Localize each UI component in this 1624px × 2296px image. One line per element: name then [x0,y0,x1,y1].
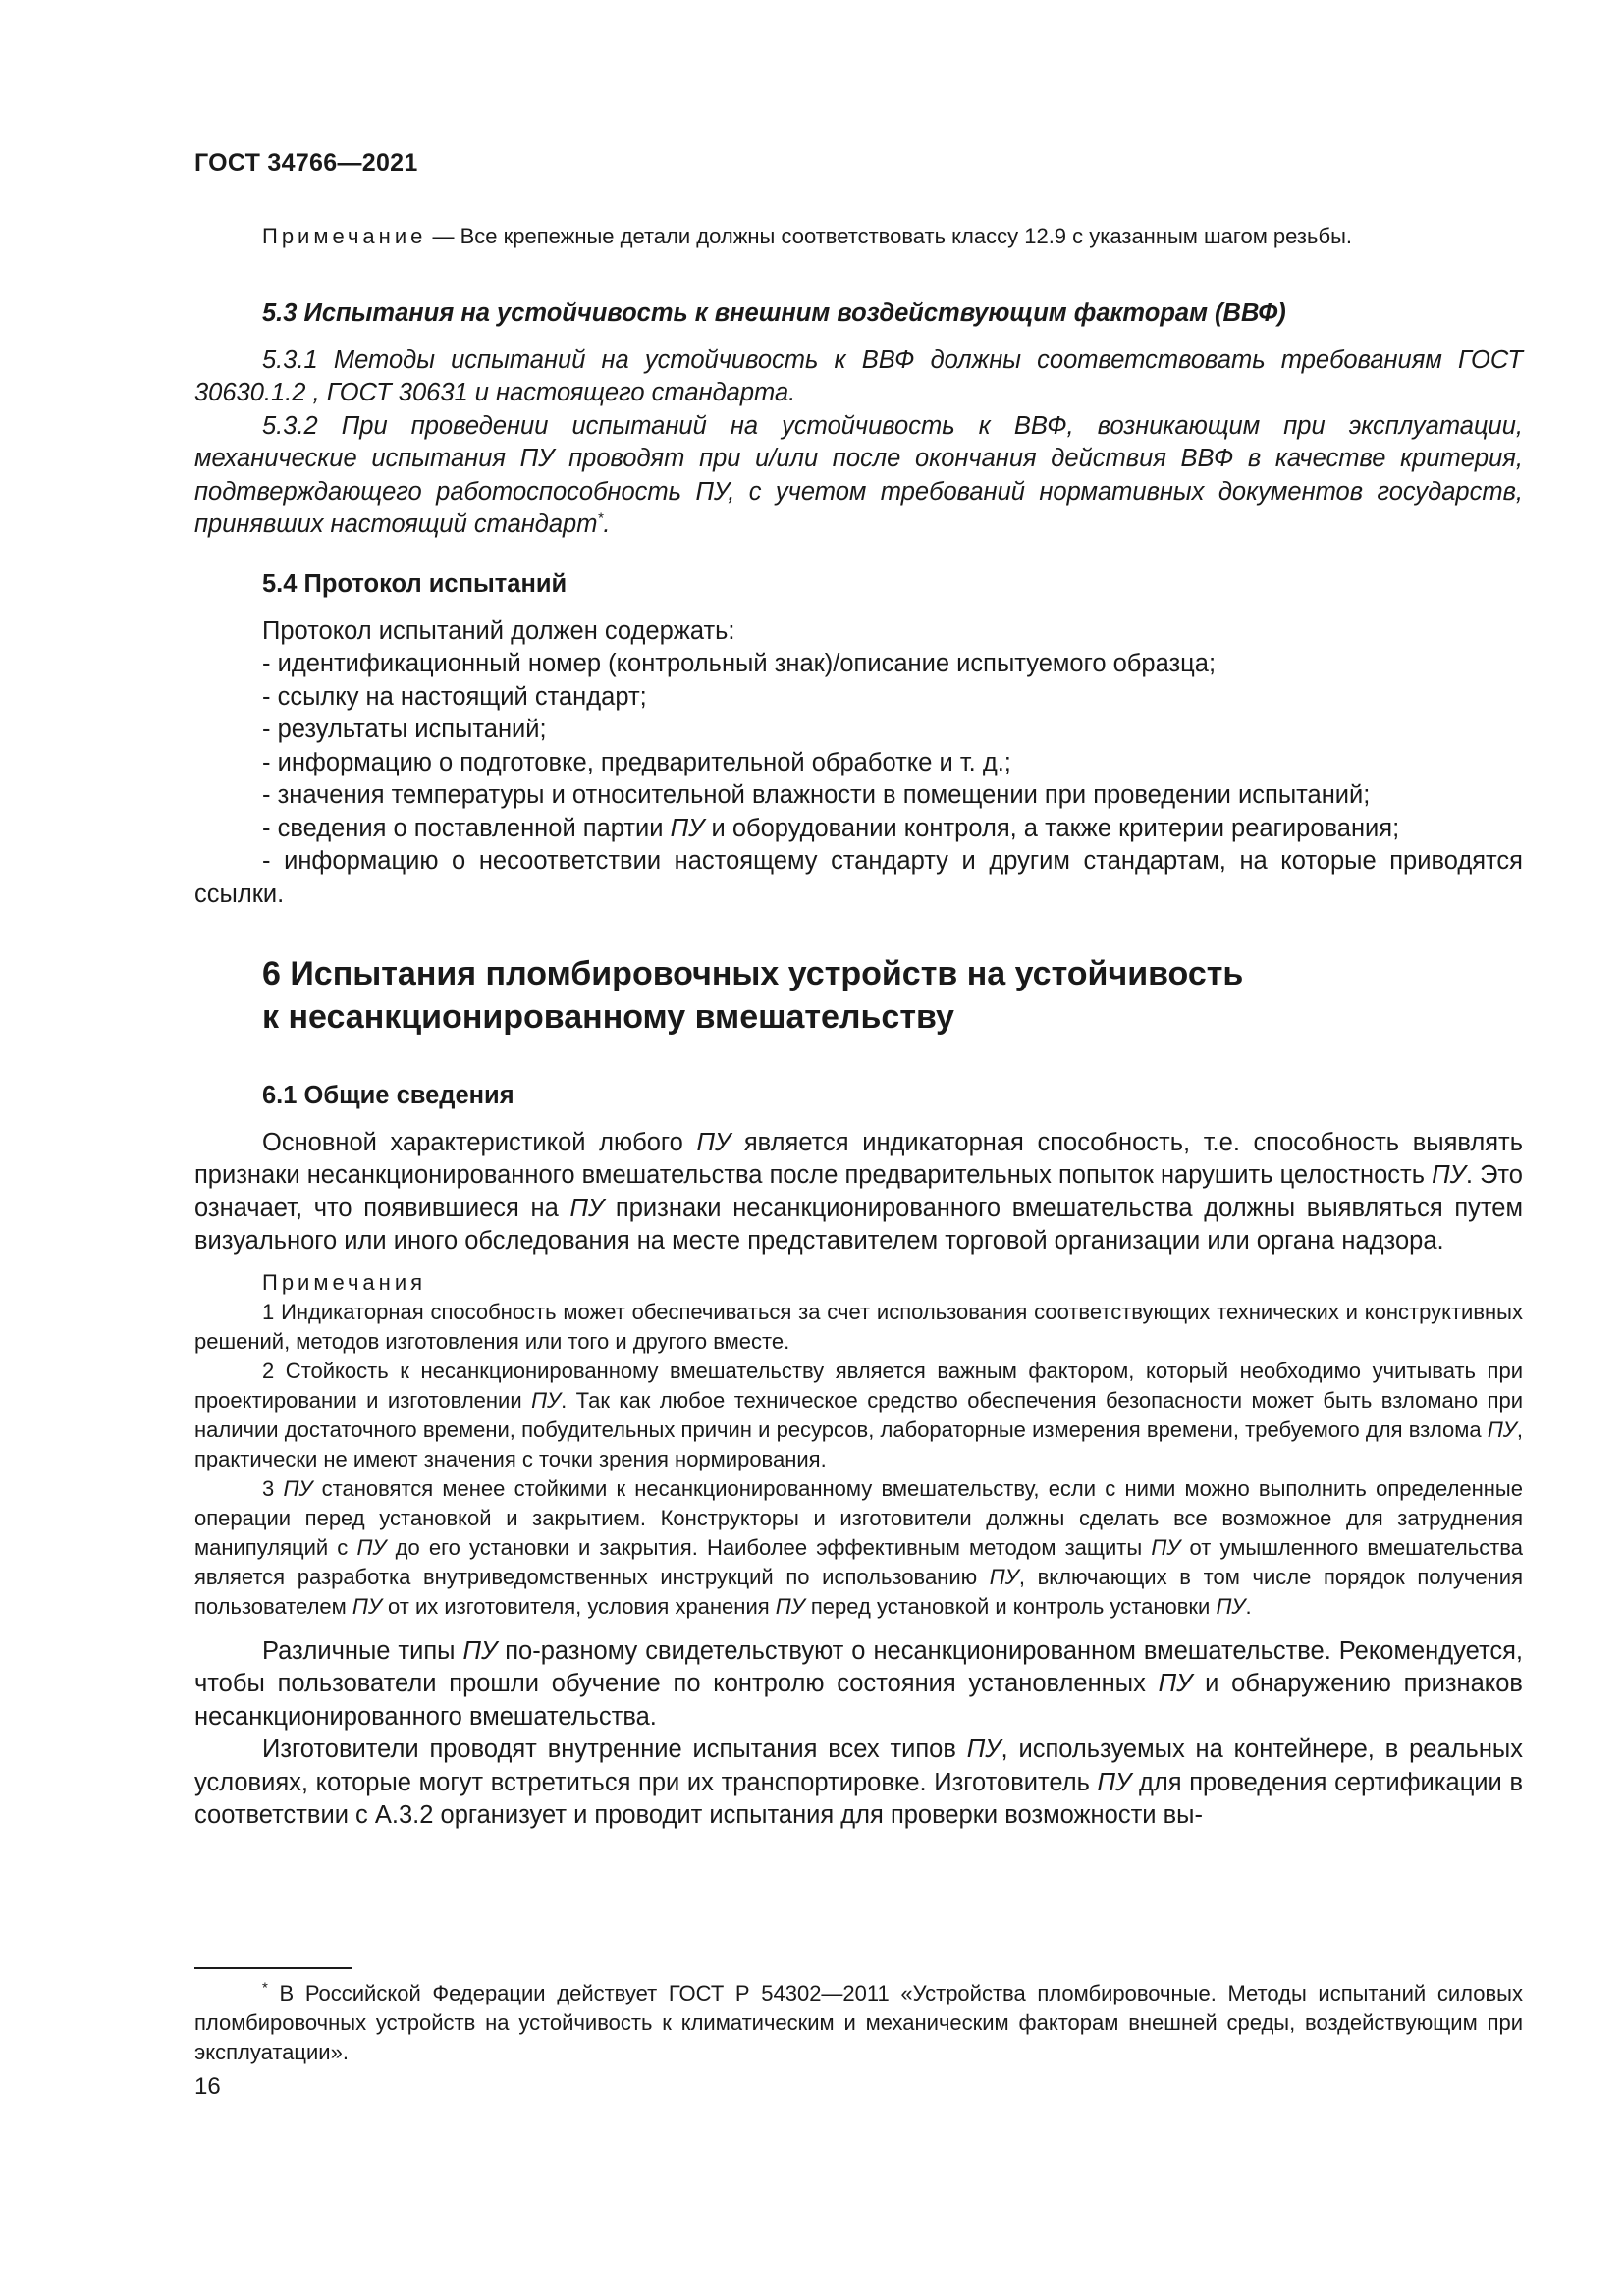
section-5-3-1: 5.3.1 Методы испытаний на устойчивость к ВВФ должны соответствовать требованиям ГОСТ 30630.1.2 , ГОСТ 30631 и настоящего стандарта. [194,346,1523,406]
notes-label: Примечания [262,1269,427,1295]
text: , практически не имеют значения с точки зрения нормирования. [194,1416,1523,1471]
note-5-2 [194,222,1523,251]
abbr-pu: ПУ [352,1593,382,1619]
abbr-pu: ПУ [356,1534,387,1560]
abbr-pu: ПУ [569,1194,605,1222]
protocol-item: - информацию о подготовке, предварительной обработке и т. д.; [262,748,1011,776]
abbr-pu: ПУ [531,1387,562,1413]
abbr-pu: ПУ [1432,1161,1466,1189]
abbr-pu: ПУ [1097,1768,1132,1796]
abbr-pu: ПУ [1158,1670,1193,1697]
protocol-item: - значения температуры и относительной влажности в помещении при проведении испытаний; [262,781,1371,809]
text: 2 Стойкость к несанкционированному вмешательству является важным фактором, который необходимо учитывать при проектировании и изготовлении [194,1358,1523,1413]
abbr-pu: ПУ [989,1564,1019,1589]
protocol-item [194,813,1523,846]
abbr-pu: ПУ [462,1636,498,1665]
section-5-4-heading: 5.4 Протокол испытаний [262,570,568,598]
section-6-1-para-1 [194,1127,1523,1258]
text: от умышленного вмешательства является разработка внутриведомственных инструкций по использованию [194,1534,1523,1589]
section-5-4 [194,568,1523,911]
section-5-3 [194,297,1523,542]
page-number: 16 [194,2073,221,2100]
note-text: Все крепежные детали должны соответствовать классу 12.9 с указанным шагом резьбы. [460,224,1352,248]
protocol-item: - результаты испытаний; [262,716,547,743]
note-label: Примечание [262,224,427,248]
text: . Так как любое техническое средство обеспечения безопасности может быть взломано при наличии достаточного времени, побудительных причин и ресурсов, лабораторные измерения времени, требуемого для взлома [194,1387,1524,1442]
section-5-3-2-text: 5.3.2 При проведении испытаний на устойчивость к ВВФ, возникающим при эксплуатации, механические испытания ПУ проводят при и/или после окончания действия ВВФ в качестве критерия, подтверждающего работоспособность ПУ, с учетом требований нормативных документов государств, принявших настоящий стандарт [194,411,1523,538]
protocol-intro: Протокол испытаний должен содержать: [262,616,735,645]
footnote-marker: * [597,509,604,527]
standard-header: ГОСТ 34766—2021 [194,149,418,177]
text: , включающих в том числе порядок получения пользователем [194,1564,1523,1619]
text: Различные типы [262,1636,463,1665]
text: по-разному свидетельствуют о несанкционированном вмешательстве. Рекомендуется, чтобы пользователи прошли обучение по контролю состояния установленных [194,1636,1523,1697]
note-dash: — [426,224,460,248]
note-3 [194,1474,1523,1622]
text: 3 [262,1475,284,1501]
abbr-pu: ПУ [670,814,705,842]
text: для проведения сертификации в соответствии с А.3.2 организует и проводит испытания для проверки возможности вы- [194,1768,1523,1829]
protocol-item: - ссылку на настоящий стандарт; [262,682,647,711]
text: . [1245,1593,1252,1619]
abbr-pu: ПУ [966,1735,1001,1763]
abbr-pu: ПУ [775,1593,805,1619]
text: до его установки и закрытия. Наиболее эффективным методом защиты [386,1534,1152,1560]
section-6-heading [194,952,1523,1039]
abbr-pu: ПУ [283,1475,313,1501]
text: Изготовители проводят внутренние испытания всех типов [262,1735,967,1763]
text: , используемых на контейнере, в реальных условиях, которые могут встретиться при их транспортировке. Изготовитель [194,1735,1523,1796]
abbr-pu: ПУ [1487,1416,1517,1442]
text: Основной характеристикой любого [262,1128,697,1156]
section-6-1-para-2 [194,1635,1523,1735]
section-5-3-2-end: . [603,510,611,538]
text: от их изготовителя, условия хранения [381,1593,776,1619]
text: признаки несанкционированного вмешательства должны выявляться путем визуального или иного обследования на месте представителем торговой организации или органа надзора. [194,1194,1523,1255]
protocol-item-text: и оборудовании контроля, а также критерии реагирования; [704,814,1400,842]
text: перед установкой и контроль установки [804,1593,1217,1619]
abbr-pu: ПУ [1151,1534,1181,1560]
footnote-divider [194,1967,352,1969]
protocol-item-text: - сведения о поставленной партии [262,814,671,842]
note-2 [194,1357,1523,1474]
section-6-heading-line1: 6 Испытания пломбировочных устройств на устойчивость [262,955,1244,992]
footnote [194,1979,1523,2067]
text: является индикаторная способность, т.е. способность выявлять признаки несанкционированного вмешательства после предварительных попыток нарушить целостность [194,1128,1523,1189]
abbr-pu: ПУ [1216,1593,1246,1619]
section-6-1-heading: 6.1 Общие сведения [262,1082,514,1109]
section-5-3-heading: 5.3 Испытания на устойчивость к внешним воздействующим факторам (ВВФ) [262,299,1286,327]
protocol-item: - информацию о несоответствии настоящему стандарту и другим стандартам, на которые приводятся ссылки. [194,847,1523,908]
note-1: 1 Индикаторная способность может обеспечиваться за счет использования соответствующих технических и конструктивных решений, методов изготовления или того и другого вместе. [194,1299,1523,1354]
section-5-3-2 [194,410,1523,542]
abbr-pu: ПУ [696,1128,731,1156]
section-6-heading-line2: к несанкционированному вмешательству [262,998,954,1036]
footnote-mark: * [262,1979,268,1997]
text: . Это означает, что появившиеся на [194,1161,1523,1222]
text: и обнаружению признаков несанкционированного вмешательства. [194,1670,1523,1731]
section-6-1-para-3 [194,1734,1523,1833]
section-6-1 [194,1080,1523,1833]
footnote-text: В Российской Федерации действует ГОСТ Р 54302—2011 «Устройства пломбировочные. Методы испытаний силовых пломбировочных устройств на устойчивость к климатическим и механическим факторам внешней среды, воздействующим при эксплуатации». [194,1981,1523,2064]
text: становятся менее стойкими к несанкционированному вмешательству, если с ними можно выполнить определенные операции перед установкой и закрытием. Конструкторы и изготовители должны сделать все возможное для затруднения манипуляций с [194,1475,1523,1560]
protocol-item: - идентификационный номер (контрольный знак)/описание испытуемого образца; [262,650,1217,677]
